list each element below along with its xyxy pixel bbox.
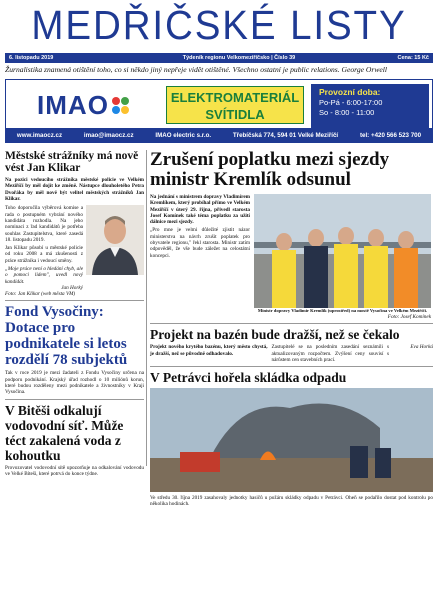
article-text: Zastupitelé se na posledním zasedání seznámili s aktualizovaným rozpočtem. Zvýšení ceny souvisí s nárůstem cen stavebních prací. (271, 344, 389, 363)
main-article-row (150, 194, 433, 320)
article-lead: Na jednání s ministrem dopravy Vladimírem Kremlíkem, který probíhal přímo ve Velkém Meziříčí v úterý 29. října, přivedl starosta Josef Komínek také téma poplatku za užití dálnice mezi sjezdy. (150, 194, 250, 226)
newspaper-title: MEDŘIČSKÉ LISTY (31, 2, 407, 48)
left-column (5, 150, 144, 477)
ad-web: www.imaocz.cz (16, 131, 63, 139)
article-text: „Pro mne je velmi důležité zjistit názor ministerstva na návrh zrušit poplatek pro obyvatele regionu," řekl starosta. Ministr zatím odpověděl, že vše bude záležet na celostátní koncepci. (150, 227, 250, 259)
portrait-photo (86, 205, 144, 275)
right-column (150, 150, 433, 508)
fire-photo (150, 388, 433, 492)
column-divider (146, 150, 147, 466)
issue-region: Týdeník regionu Velkomeziříčsko | Číslo 39 (182, 55, 296, 61)
main-photo-block (254, 194, 431, 320)
article-lead: Projekt nového krytého bazénu, který město chystá, je dražší, než se původně odhadovalo. (150, 344, 268, 357)
divider (150, 323, 433, 324)
divider (5, 399, 144, 400)
ad-company: IMAO electric s.r.o. (155, 131, 212, 139)
advertisement-imao (5, 79, 433, 143)
article-quote: „Moje práce není o hledání chyb, ale o pomoci lidem", uvedl nový kandidát. (5, 265, 83, 285)
ad-phone: tel: +420 566 523 700 (359, 131, 422, 139)
article-lead: Na pozici vedoucího strážníka městské policie ve Velkém Meziříčí by měl dojít ke změně. Nástupce dlouholetého Petra Dvořáka by měl nově být velitel městských strážníků Jan Klikar. (5, 177, 144, 203)
main-photo (254, 194, 431, 308)
photo-caption: Foto: Jan Klikar (web města VM) (5, 291, 76, 298)
ad-address: Třebíčská 774, 594 01 Velké Meziříčí (232, 131, 339, 139)
opening-hours: Provozní doba: Po-Pá - 6:00-17:00 So - 8:00 - 11:00 (311, 84, 429, 128)
divider (5, 300, 144, 301)
ad-email: imao@imaocz.cz (83, 131, 134, 139)
main-article-text (150, 194, 250, 320)
article-title: Fond Vysočiny: Dotace pro podnikatele si letos rozdělí 78 subjektů (5, 304, 128, 369)
masthead (0, 0, 438, 52)
photo-caption: Ministr dopravy Vladimír Kremlík (uprostřed) na mostě Vysočina ve Velkém Meziříčí. (257, 308, 428, 313)
main-article-title: Zrušení poplatku mezi sjezdy ministr Kremlík odsunul (150, 149, 390, 190)
article-text: Tak v roce 2019 je mezi žadateli z Fondu Vysočiny určena na podporu podnikání. Krajský úřad rozhodl o 10 miliónů korun, které budou rozděleny mezi podnikatele a živnostníky v Kraji Vysočina. (5, 370, 144, 396)
article-title: Městské strážníky má nově vést Jan Klikar (5, 150, 139, 175)
issue-date: 6. listopadu 2019 (9, 55, 54, 61)
article-body-row (5, 205, 144, 291)
article-title: V Bitěši odkalují vodovodní síť. Může téct zakalená voda z kohoutku (5, 402, 124, 463)
fire-photo-block (150, 388, 433, 492)
article-author: Eva Horká (410, 344, 433, 351)
article-text: Provozovatel vodovodní sítě upozorňuje na odkalování vodovodu ve Velké Bíteši, které potrvá do konce týdne. (5, 464, 144, 477)
imao-logo: IMAO (8, 82, 158, 128)
photo-credit: Foto: Josef Komínek (387, 314, 431, 320)
logo-dots-icon (112, 97, 129, 114)
article-title: V Petrávci hořela skládka odpadu (150, 370, 347, 386)
article-text: Ve středu 30. října 2019 zasahovaly jednotky hasičů u požáru skládky odpadu v Petrávci. Oheň se podařilo dostat pod kontrolu po několika hodinách. (150, 495, 433, 508)
article-title: Projekt na bazén bude dražší, než se čekalo (150, 327, 400, 343)
article-text: Jan Klikar působí u městské policie od roku 2008 a má zkušenosti z práce strážníka i vedoucí směny. (5, 245, 83, 264)
article-author: Jan Horký (61, 284, 83, 291)
divider (150, 366, 433, 367)
ad-banner: ELEKTROMATERIÁL SVÍTIDLA (166, 86, 304, 124)
motto: Žurnalistika znamená otištění toho, co si někdo jiný nepřeje vidět otištěné. Všechno ostatní je public relations. George Orwell (5, 65, 388, 74)
article-columns (150, 344, 433, 363)
issue-info-bar (5, 53, 433, 63)
issue-price: Cena: 15 Kč (397, 55, 429, 61)
article-text: Toho doporučila výběrová komise a rada o postupném vybrání nového kandidáta rozhodla. Na jeho nominaci z řad kandidátů je potřeba souhlas Zastupitelstva, které zasedá 18. listopadu 2019. (5, 205, 83, 243)
ad-contact-strip (6, 128, 432, 142)
